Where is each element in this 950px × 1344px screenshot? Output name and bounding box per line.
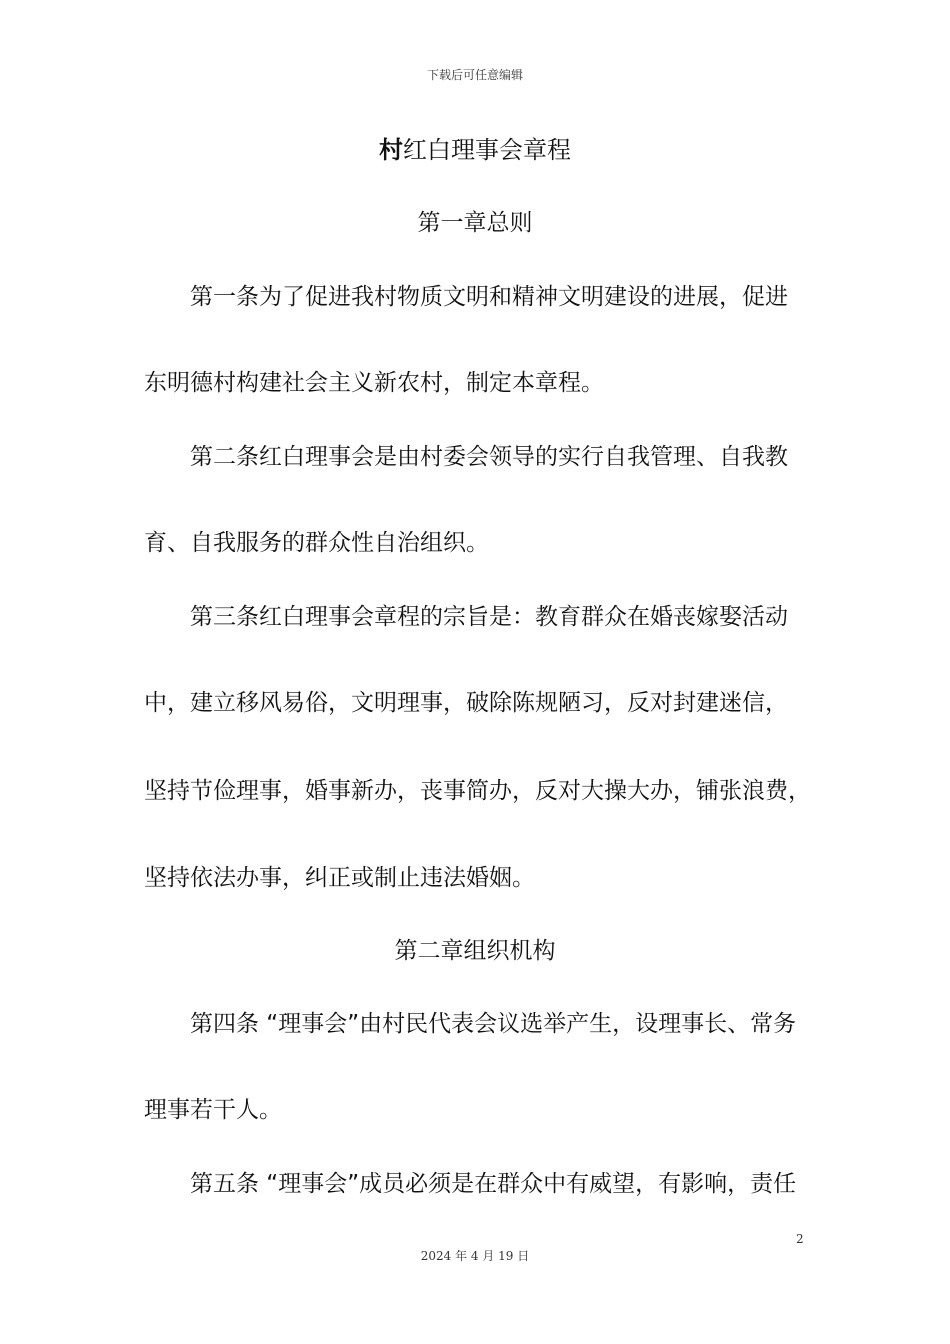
paragraph-line: 第二条红白理事会是由村委会领导的实行自我管理、自我教 — [190, 444, 788, 470]
document-title-bold: 村 — [379, 136, 403, 164]
paragraph-line: 中，建立移风易俗，文明理事，破除陈规陋习，反对封建迷信， — [144, 690, 788, 716]
chapter-heading-2: 第二章组织机构 — [394, 938, 556, 964]
paragraph-line: 第一条为了促进我村物质文明和精神文明建设的进展，促进 — [190, 284, 788, 310]
document-title — [0, 134, 950, 166]
document-title-rest: 红白理事会章程 — [403, 136, 571, 164]
paragraph-line: 育、自我服务的群众性自治组织。 — [144, 530, 489, 556]
paragraph-line: 东明德村构建社会主义新农村，制定本章程。 — [144, 370, 604, 396]
chapter-heading-1: 第一章总则 — [417, 210, 533, 236]
paragraph-line: 理事若干人。 — [144, 1097, 282, 1123]
page-number: 2 — [796, 1232, 804, 1246]
paragraph-line: 第五条 “理事会”成员必须是在群众中有威望，有影响，责任 — [190, 1171, 797, 1197]
footer-date: 2024 年 4 月 19 日 — [420, 1249, 530, 1263]
paragraph-line: 坚持依法办事，纠正或制止违法婚姻。 — [144, 865, 535, 891]
paragraph-line: 第三条红白理事会章程的宗旨是：教育群众在婚丧嫁娶活动 — [190, 604, 788, 630]
paragraph-line: 第四条 “理事会”由村民代表会议选举产生，设理事长、常务 — [190, 1011, 797, 1037]
paragraph-line: 坚持节俭理事，婚事新办，丧事简办，反对大操大办，铺张浪费， — [144, 778, 811, 804]
header-note: 下载后可任意编辑 — [426, 68, 523, 82]
